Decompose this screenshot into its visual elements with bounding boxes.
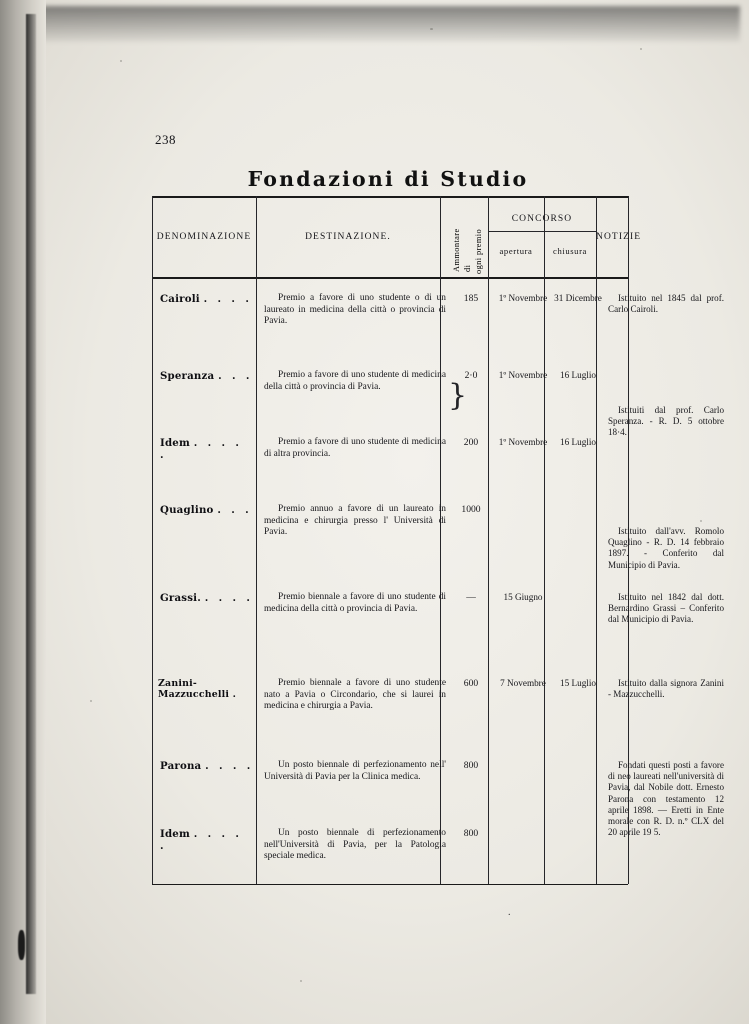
row-destinazione: Premio a favore di uno studente o di un laureato in medicina della città o provincia di Pavia. <box>264 293 446 327</box>
row-denominazione-dots: . . . . . <box>160 437 243 461</box>
header-ammontare-ogni-premio: ogni premio <box>474 228 483 274</box>
row-apertura: 1º Novembre <box>498 370 548 380</box>
row-destinazione: Un posto biennale di perfezionamento nell'Università di Pavia, per la Patologia speciale medica. <box>264 828 446 862</box>
header-ammontare-di: di <box>463 264 472 272</box>
row-denominazione <box>160 437 256 461</box>
row-destinazione: Premio a favore di uno studente di medicina della città o provincia di Pavia. <box>264 370 446 392</box>
row-apertura: 1º Novembre <box>498 293 548 303</box>
row-destinazione: Un posto biennale di perfezionamento nell' Università di Pavia per la Clinica medica. <box>264 760 446 782</box>
row-notizie: Fondati questi posti a favore di neo laureati nell'università di Pavia, dal Nobile dott. Ernesto Parona con testamento 12 aprile 1898. — Eretti in Ente morale con R. D. n.º CLX del 20 aprile 19 5. <box>608 760 724 838</box>
row-ammontare: 800 <box>463 760 479 771</box>
header-denominazione: DENOMINAZIONE <box>156 232 252 242</box>
row-denominazione-dots: . . . . <box>205 760 254 772</box>
header-ammontare: Ammontare <box>452 228 461 272</box>
row-chiusura: 31 Dicembre <box>554 293 602 303</box>
row-denominazione-text: Quaglino <box>160 504 214 516</box>
row-denominazione <box>160 504 256 516</box>
row-denominazione-dots: . . . . <box>203 293 253 305</box>
row-denominazione-dots: . . . <box>217 504 253 516</box>
row-chiusura: 15 Luglio <box>560 678 596 688</box>
row-denominazione-text: Idem <box>160 437 190 449</box>
row-denominazione-dots: . <box>232 689 240 700</box>
row-apertura: 7 Novembre <box>500 678 546 688</box>
row-denominazione-dots: . . . . . <box>160 828 243 852</box>
header-destinazione: DESTINAZIONE. <box>305 232 391 242</box>
header-apertura: apertura <box>499 246 533 256</box>
row-ammontare: 185 <box>463 293 479 304</box>
row-notizie: Istituito dall'avv. Romolo Quaglino - R. D. 14 febbraio 1897. - Conferito dal Municipio di Pavia. <box>608 526 724 570</box>
row-ammontare: — <box>466 592 476 603</box>
page-title: Fondazioni di Studio <box>247 167 529 191</box>
row-denominazione <box>160 828 256 852</box>
header-notizie: NOTIZIE <box>596 232 642 242</box>
row-denominazione-text: Idem <box>160 828 190 840</box>
row-notizie: Istituito nel 1842 dal dott. Bernardino Grassi – Conferito dal Municipio di Pavia. <box>608 592 724 625</box>
row-denominazione <box>160 370 256 382</box>
row-denominazione <box>160 293 256 305</box>
row-denominazione-text: Parona <box>160 760 202 772</box>
row-ammontare: 1000 <box>461 504 481 515</box>
table-top-rule <box>152 196 628 198</box>
row-destinazione: Premio a favore di uno studente di medicina di altra provincia. <box>264 437 446 459</box>
row-ammontare: 2·0 <box>464 370 478 381</box>
stray-mark: . <box>508 907 511 918</box>
row-chiusura: 16 Luglio <box>560 370 596 380</box>
row-destinazione: Premio annuo a favore di un laureato in medicina e chirurgia presso l' Università di Pavia. <box>264 504 446 538</box>
brace-note: Istituiti dal prof. Carlo Speranza. - R. D. 5 ottobre 18·4. <box>608 405 724 438</box>
concorso-sub-rule <box>488 231 596 232</box>
row-denominazione-text: Grassi. <box>160 592 201 604</box>
row-destinazione: Premio biennale a favore di uno studente di medicina della città o provincia di Pavia. <box>264 592 446 614</box>
table-bottom-rule <box>152 884 628 885</box>
table-header-rule <box>152 277 628 279</box>
row-denominazione-dots: . . . <box>218 370 253 382</box>
row-denominazione <box>160 760 256 772</box>
row-ammontare: 200 <box>463 437 479 448</box>
row-denominazione <box>160 592 256 604</box>
page-number: 238 <box>155 132 176 147</box>
col-sep-1 <box>256 196 257 884</box>
row-denominazione-dots: . . . . <box>204 592 254 604</box>
row-ammontare: 800 <box>463 828 479 839</box>
row-denominazione-text: Zanini-Mazzucchelli <box>158 678 230 700</box>
brace-bracket: } <box>448 378 468 413</box>
header-chiusura: chiusura <box>553 246 587 256</box>
row-notizie: Istituito dalla signora Zanini - Mazzucchelli. <box>608 678 724 700</box>
row-denominazione-text: Cairoli <box>160 293 200 305</box>
row-ammontare: 600 <box>463 678 479 689</box>
header-concorso: CONCORSO <box>511 214 573 224</box>
row-apertura: 15 Giugno <box>503 592 543 602</box>
row-destinazione: Premio biennale a favore di uno studente nato a Pavia o Circondario, che si laurei in medicina e chirurgia a Pavia. <box>264 678 446 712</box>
row-denominazione <box>158 678 268 700</box>
row-notizie: Istituito nel 1845 dal prof. Carlo Cairoli. <box>608 293 724 315</box>
table-left-border <box>152 196 153 884</box>
row-denominazione-text: Speranza <box>160 370 215 382</box>
row-apertura: 1º Novembre <box>498 437 548 447</box>
row-chiusura: 16 Luglio <box>560 437 596 447</box>
